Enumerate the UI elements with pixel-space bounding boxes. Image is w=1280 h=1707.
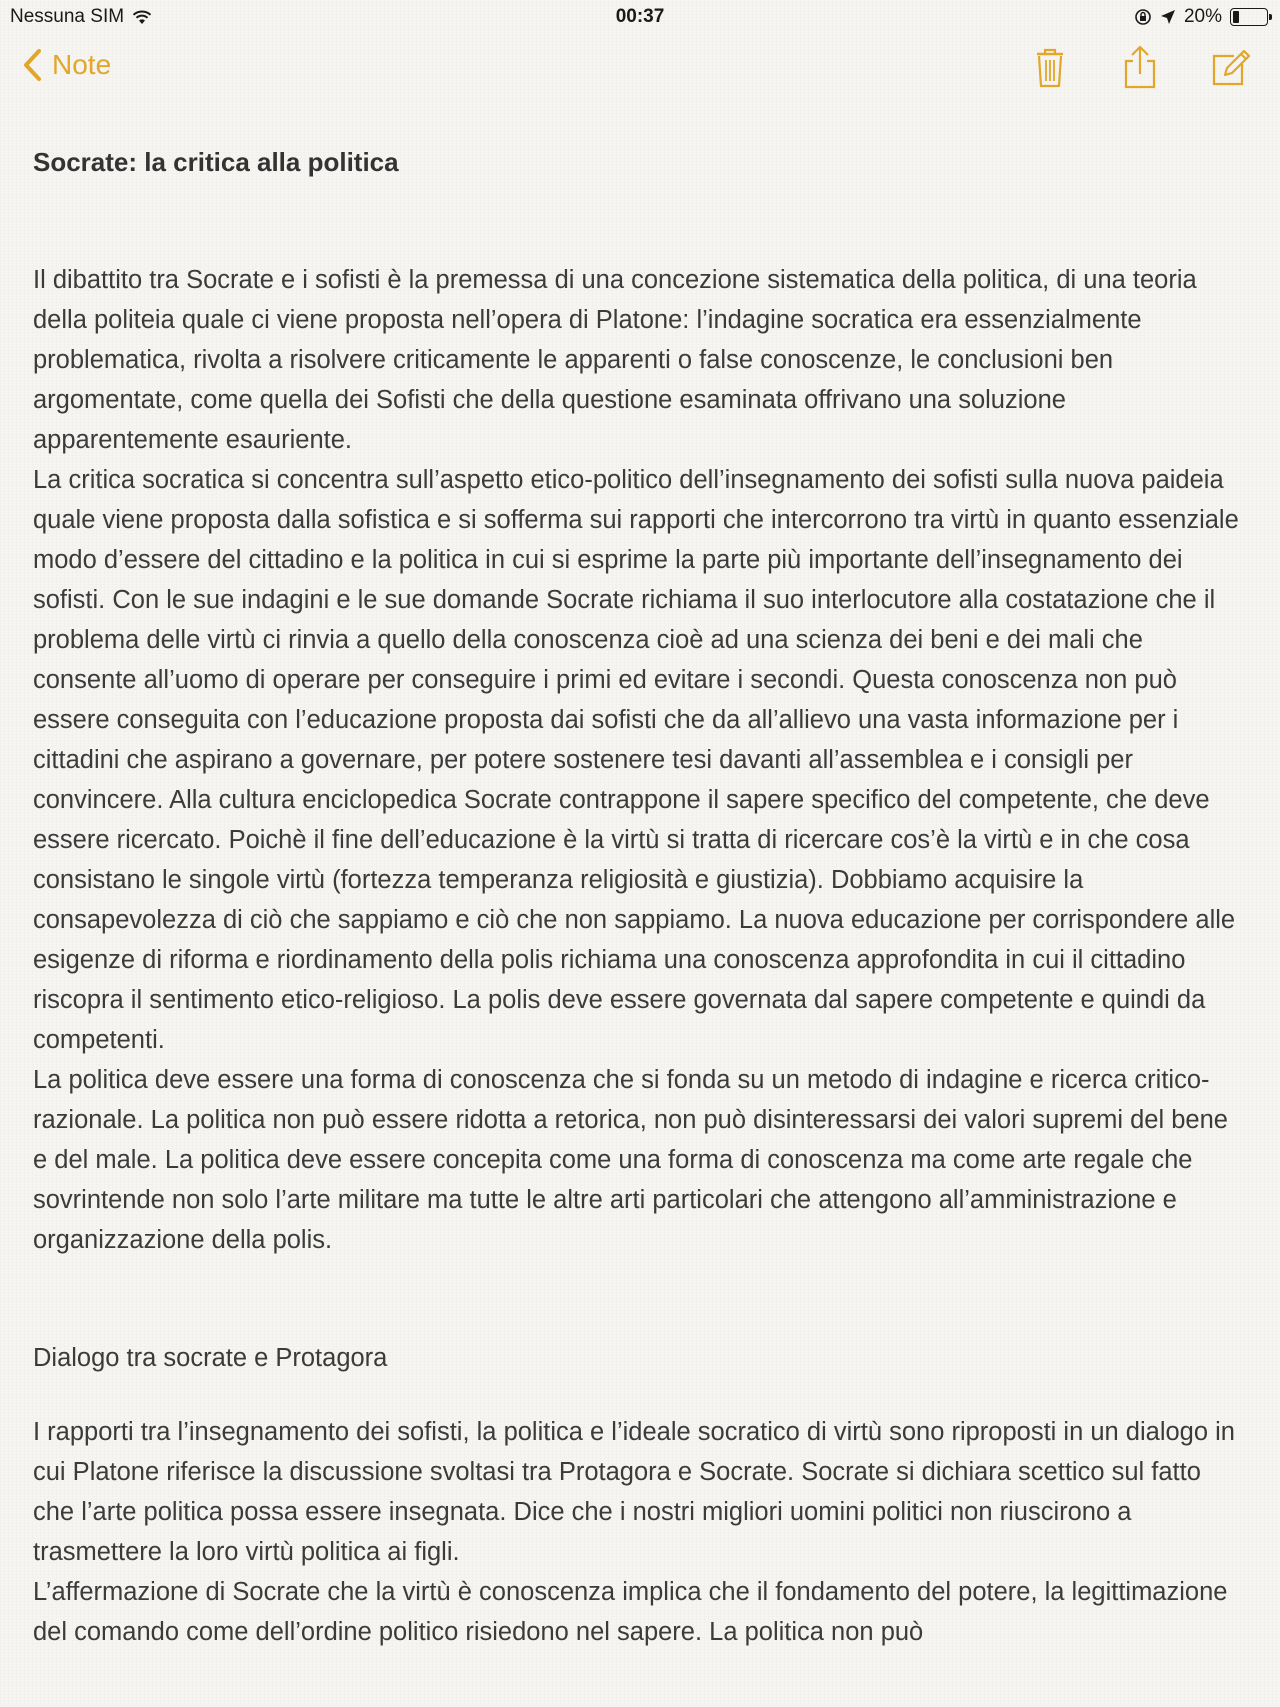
status-time: 00:37	[615, 6, 665, 27]
battery-level	[1233, 11, 1239, 23]
toolbar	[1028, 44, 1252, 90]
nav-bar	[0, 34, 1280, 104]
chevron-left-icon	[22, 48, 42, 82]
rotation-lock-icon	[1134, 8, 1152, 26]
paragraph: Il dibattito tra Socrate e i sofisti è la premessa di una concezione sistematica della politica, di una teoria della politeia quale ci viene proposta nell’opera di Platone: l’indagine socratica era essenzialmente problematica, rivolta a risolvere criticamente le apparenti o false conoscenze, le conclusioni ben argomentate, come quella dei Sofisti che della questione esaminata offrivano una soluzione apparentemente esauriente.	[33, 266, 1197, 454]
paragraph: L’affermazione di Socrate che la virtù è conoscenza implica che il fondamento del potere, la legittimazione del comando come dell’ordine politico risiedono nel sapere. La politica non può	[33, 1578, 1228, 1646]
paragraph: La politica deve essere una forma di conoscenza che si fonda su un metodo di indagine e ricerca critico-razionale. La politica non può essere ridotta a retorica, non può disinteressarsi dei valori supremi del bene e del male. La politica deve essere concepita come una forma di conoscenza ma come arte regale che sovrintende non solo l’arte militare ma tutte le altre arti particolari che attengono all’amministrazione e organizzazione della polis.	[33, 1066, 1228, 1254]
note-subheading: Dialogo tra socrate e Protagora	[33, 1344, 388, 1372]
share-icon[interactable]	[1118, 44, 1162, 90]
back-label: Note	[52, 49, 112, 80]
carrier-label: Nessuna SIM	[10, 6, 125, 27]
trash-icon[interactable]	[1028, 44, 1072, 90]
status-bar	[0, 0, 1280, 34]
note-body[interactable]	[33, 142, 1248, 1652]
paragraph: La critica socratica si concentra sull’aspetto etico-politico dell’insegnamento dei sofisti sulla nuova paideia quale viene proposta dalla sofistica e si sofferma sui rapporti che intercorrono tra virtù in quanto essenziale modo d’essere del cittadino e la politica in cui si esprime la parte più importante dell’insegnamento dei sofisti. Con le sue indagini e le sue domande Socrate richiama il suo interlocutore alla costatazione che il problema delle virtù ci rinvia a quello della conoscenza cioè ad una scienza dei beni e dei mali che consente all’uomo di operare per conseguire i primi ed evitare i secondi. Questa conoscenza non può essere conseguita con l’educazione proposta dai sofisti che da all’allievo una vasta informazione per i cittadini che aspirano a governare, per potere sostenere tesi davanti all’assemblea e i consigli per convincere. Alla cultura enciclopedica Socrate contrappone il sapere specifico del competente, che deve essere ricercato. Poichè il fine dell’educazione è la virtù si tratta di ricercare cos’è la virtù e in che cosa consistano le singole virtù (fortezza temperanza religiosità e giustizia). Dobbiamo acquisire la consapevolezza di ciò che sappiamo e ciò che non sappiamo. La nuova educazione per corrispondere alle esigenze di riforma e riordinamento della polis richiama una conoscenza approfondita in cui il cittadino riscopra il sentimento etico-religioso. La polis deve essere governata dal sapere competente e quindi da competenti.	[33, 466, 1239, 1054]
battery-percent: 20%	[1183, 6, 1222, 27]
back-button[interactable]	[22, 48, 111, 82]
paragraph: I rapporti tra l’insegnamento dei sofisti, la politica e l’ideale socratico di virtù sono riproposti in un dialogo in cui Platone riferisce la discussione svoltasi tra Protagora e Socrate. Socrate si dichiara scettico sul fatto che l’arte politica possa essere insegnata. Dice che i nostri migliori uomini politici non riuscirono a trasmettere la loro virtù politica ai figli.	[33, 1418, 1235, 1566]
status-right	[1134, 6, 1268, 28]
compose-icon[interactable]	[1208, 44, 1252, 90]
location-icon	[1160, 9, 1176, 25]
battery-icon	[1230, 8, 1268, 26]
note-title: Socrate: la critica alla politica	[33, 147, 399, 177]
